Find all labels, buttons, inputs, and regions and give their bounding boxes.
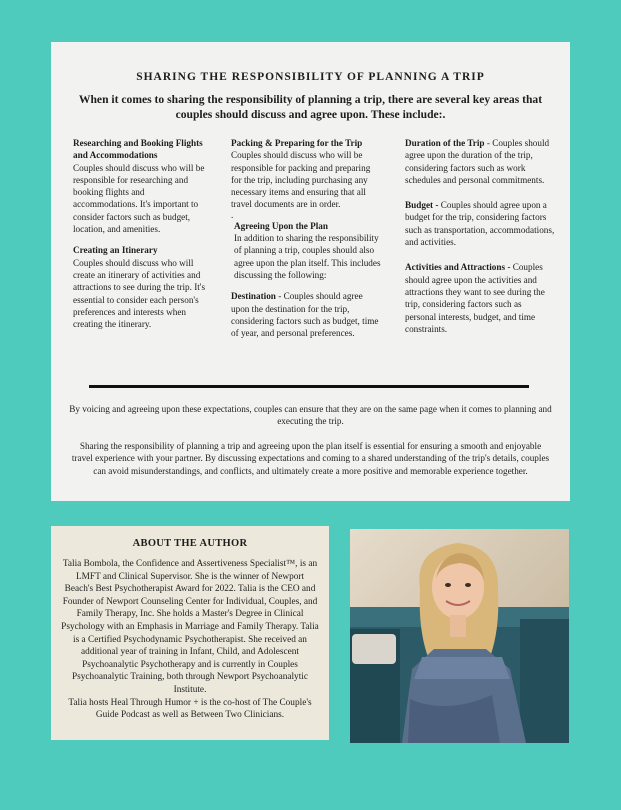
stray-dot: . [231,209,234,220]
section-title-duration: Duration of the Trip [405,138,485,148]
author-panel [51,526,329,740]
outro-paragraph-1: By voicing and agreeing upon these expectations, couples can ensure that they are on the same page when it comes to planning and executing the trip. [69,404,552,427]
outro-paragraph-2: Sharing the responsibility of planning a trip and agreeing upon the plan itself is essential for ensuring a smooth and enjoyable travel experience with your partner. By discussing expectations and coming to a shared understanding of the trip's details, couples can avoid misunderstandings, and conflicts, and ultimately create a more positive and memorable experience together. [71,441,550,476]
section-title-research: Researching and Booking Flights and Accommodations [73,138,203,161]
section-title-destination: Destination [231,291,276,302]
section-body-budget: Couples should agree upon a budget for the trip, considering factors such as transportation, accommodations, and activities. [405,200,555,248]
section-title-agreeing: Agreeing Upon the Plan [234,220,329,231]
author-bio-podcast: Talia hosts Heal Through Humor + is the co-host of The Couple's Guide Podcast as well as Between Two Clinicians. [68,697,312,721]
column-3 [405,137,555,335]
section-body-research: Couples should discuss who will be responsible for researching and booking flights and accommodations. It's important to consider factors such as budget, location, and amenities. [73,162,205,235]
author-bio-main: Talia Bombola, the Confidence and Assertiveness Specialist™, is an LMFT and Clinical Supervisor. She is the winner of Newport Beach's Best Psychotherapist Award for 2022. Talia is the CEO and Founder of Newport Counseling Center for Individual, Couples, and Family Therapy, Inc. She holds a Master's Degree in Clinical Psychology with an Emphasis in Marriage and Family Therapy. Talia is a Certified Psychodynamic Psychotherapist. She received an additional year of training in Infant, Child, and Adolescent Psychoanalytic Psychotherapy and is currently in Couples Psychoanalytic Training, both through Newport Psychoanalytic Institute. [61,559,319,695]
author-photo [350,529,569,743]
section-body-packing: Couples should discuss who will be responsible for packing and preparing for the trip, including purchasing any necessary items and ensuring that all travel documents are in order. [231,150,371,210]
article-heading: SHARING THE RESPONSIBILITY OF PLANNING A TRIP [136,71,485,83]
author-portrait-illustration [350,529,569,743]
section-body-destination: - Couples should agree upon the destination for the trip, considering factors such as budget, time of year, and personal preferences. [231,291,379,339]
column-2 [231,137,383,339]
author-title: ABOUT THE AUTHOR [132,538,248,549]
section-title-packing: Packing & Preparing for the Trip [231,138,363,148]
section-title-activities: Activities and Attractions - [405,262,511,273]
section-body-activities: Couples should agree upon the activities and attractions they want to see during the trip, considering factors such as personal interests, budget, and time constraints. [405,262,545,334]
section-body-agreeing: In addition to sharing the responsibility of planning a trip, couples should also agree upon the plan itself. This includes discussing the following: [234,233,381,280]
section-title-budget: Budget - [405,200,439,211]
divider-line [89,385,529,388]
article-intro: When it comes to sharing the responsibility of planning a trip, there are several key areas that couples should discuss and agree upon. These include:. [78,93,543,121]
author-bio [61,558,319,722]
section-body-itinerary: Couples should discuss who will create an itinerary of activities and attractions to see during the trip. It's essential to consider each person's preferences and interests when creating the itinerary. [73,257,206,330]
column-1 [73,137,211,330]
section-title-itinerary: Creating an Itinerary [73,245,158,256]
section-body-duration: - Couples should agree upon the duration of the trip, considering factors such as work schedules and personal commitments. [405,138,550,185]
article-panel [51,42,570,501]
